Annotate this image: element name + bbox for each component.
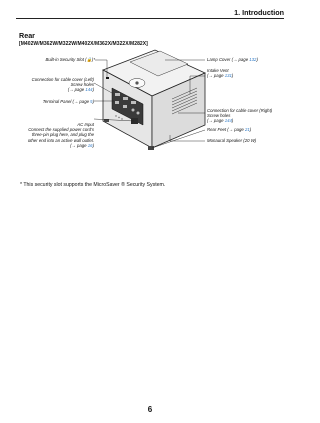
page-number: 6 [147,405,153,414]
page-ref-link[interactable]: 131 [224,73,232,79]
section-title: 1. Introduction [234,8,284,17]
label-rear-feet: Rear Feet (→ page 21) [207,127,252,132]
section-heading: Rear [19,31,35,40]
page-ref-link[interactable]: 16 [87,142,93,148]
lock-icon: 🔒 [86,57,92,62]
page-ref-link[interactable]: 144 [85,87,93,93]
page-ref-link[interactable]: 5 [90,99,93,104]
label-ac-input: AC Input Connect the supplied power cord's three-pin plug here, and plug the other end into an active wall outlet. (→ page 16) [27,122,94,148]
label-security-slot: Built-in Security Slot (🔒)* [45,57,95,62]
label-cable-cover-right: Connection for cable cover (Right) Screw holes (→ page 144) [207,108,273,124]
label-lamp-cover: Lamp Cover (→ page 132) [207,57,258,62]
page-ref-link[interactable]: 132 [249,57,257,62]
page-ref-link[interactable]: 144 [224,118,232,124]
label-cable-cover-left: Connection for cable cover (Left) Screw holes (→ page 144) [31,77,94,93]
label-intake-vent: Intake Vent (→ page 131) [207,68,234,79]
label-terminal-panel: Terminal Panel (→ page 5) [42,99,94,104]
model-list: [M402W/M362W/M322W/M402X/M362X/M322X/M282X] [19,41,148,47]
footnote: * This security slot supports the MicroSaver ® Security System. [20,182,166,188]
label-speaker: Monaural Speaker (20 W) [207,138,257,143]
page-ref-link[interactable]: 21 [244,127,250,132]
